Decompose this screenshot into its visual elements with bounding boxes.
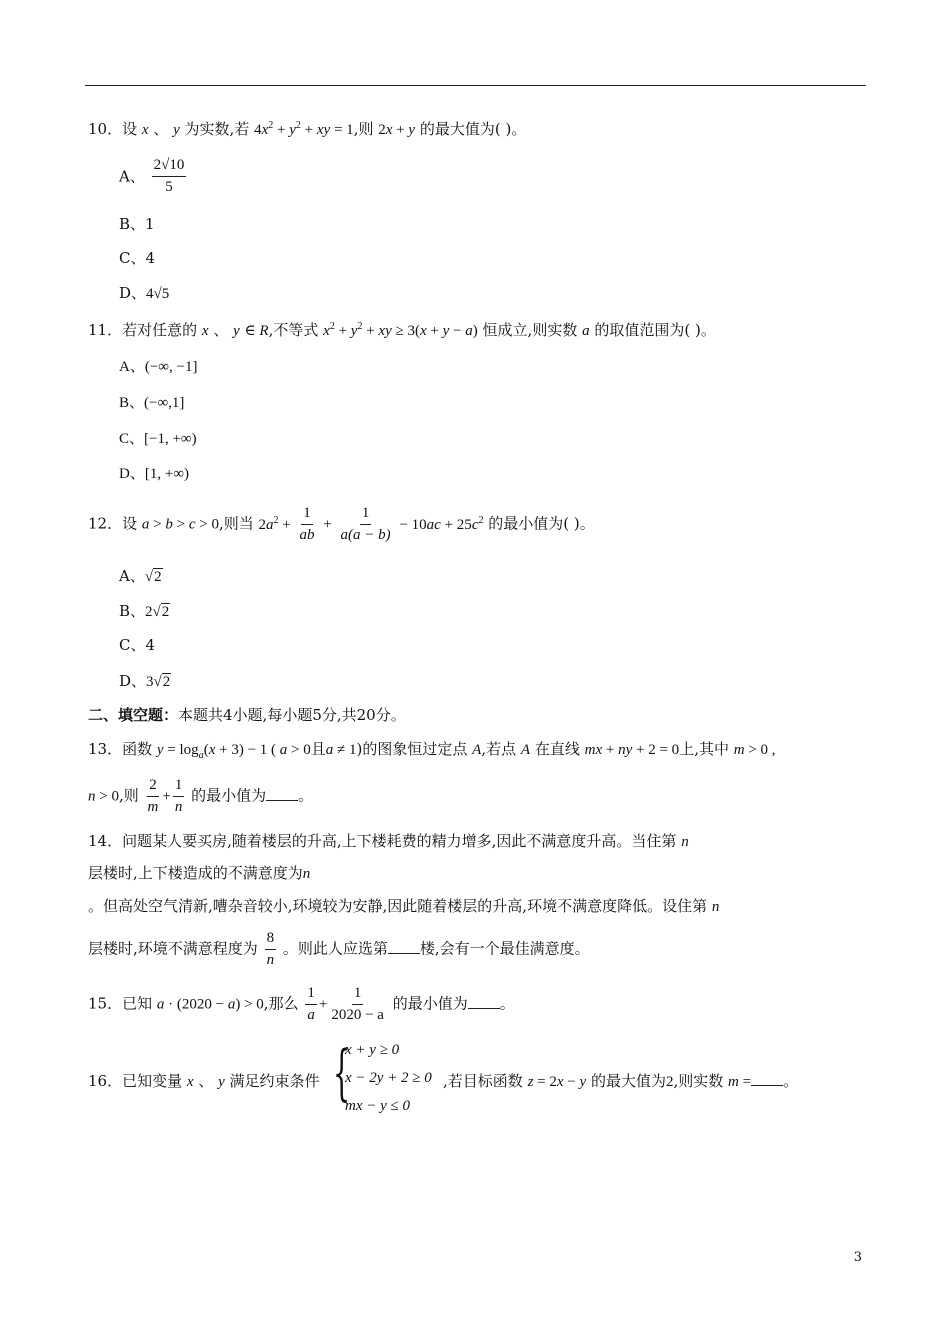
q16-stem: 16．已知变量 x 、 y 满足约束条件 bbox=[88, 1072, 320, 1090]
q13-answer-blank bbox=[266, 786, 298, 801]
q13-stem: 13．函数 $y = \log_a(x + 3) - 1$ ( a > 0且a ≠ 1)的图象恒过定点 A,若点 A 在直线 mx + ny + 2 = 0上,其中 m > 0 , bbox=[88, 740, 776, 761]
page-number: 3 bbox=[853, 1250, 862, 1265]
brace-icon: { bbox=[333, 1038, 351, 1108]
q10-option-c: C、4 bbox=[119, 249, 156, 267]
q12-option-a: A、√2 bbox=[119, 567, 162, 585]
q15-answer-blank bbox=[468, 994, 500, 1009]
q14-line3: 。但高处空气清新,嘈杂音较小,环境较为安静,因此随着楼层的升高,环境不满意度降低。设住第 n bbox=[88, 897, 720, 915]
q11-stem: 11．若对任意的 x 、 y ∈ R,不等式 $x^2 + y^2$ + xy ≥ 3(x + y − a) 恒成立,则实数 a 的取值范围为( )。 bbox=[88, 321, 716, 339]
q11-option-c: C、[−1, +∞) bbox=[119, 431, 197, 447]
q11-option-b: B、(−∞,1] bbox=[119, 395, 185, 411]
q14-answer-blank bbox=[388, 939, 420, 954]
q16-stem-tail: ,若目标函数 z = 2x − y 的最大值为2,则实数 m = 。 bbox=[443, 1072, 799, 1090]
q16-answer-blank bbox=[751, 1071, 783, 1086]
q13-line2: n > 0,则 $\frac{2}{m}$ + $\frac{1}{n}$ 的最小值为 。 bbox=[88, 777, 314, 815]
q11-option-a: A、(−∞, −1] bbox=[119, 359, 198, 375]
q12-stem: 12．设 a > b > c > 0,则当 $2a^2$ + $\frac{1}{ab}$ + $\frac{1}{a(a - b)}$ − $10ac + 25c^2$ 的最小值为( )。 bbox=[88, 505, 595, 543]
q12-option-d: D、3√2 bbox=[119, 672, 171, 690]
q12-option-c: C、4 bbox=[119, 636, 156, 654]
q10-option-a: A、 $\frac{2√10}{5}$ bbox=[119, 157, 185, 195]
q10-option-b: B、1 bbox=[119, 215, 155, 233]
header-rule bbox=[85, 85, 866, 86]
q10-stem: 10．设 x 、 y 为实数,若 $4x^2 + y^2$ + xy = 1,则 2x + y 的最大值为( )。 bbox=[88, 120, 527, 138]
q14-line4: 层楼时,环境不满意程度为 $\frac{8}{n}$ 。则此人应选第 楼,会有一个最佳满意度。 bbox=[88, 930, 590, 968]
q14-line1: 14．问题某人要买房,随着楼层的升高,上下楼耗费的精力增多,因此不满意度升高。当住第 n bbox=[88, 832, 689, 850]
q12-option-b: B、2√2 bbox=[119, 602, 170, 620]
q10-option-d: D、4√5 bbox=[119, 284, 170, 302]
q14-line2: 层楼时,上下楼造成的不满意度为n bbox=[88, 864, 311, 882]
q11-option-d: D、[1, +∞) bbox=[119, 466, 189, 482]
section-heading: 二、填空题：本题共4小题,每小题5分,共20分。 bbox=[88, 706, 406, 724]
q15-stem: 15．已知 a · (2020 − a) > 0,那么 $\frac{1}{a}$ + $\frac{1}{2020 - a}$ 的最小值为 。 bbox=[88, 985, 515, 1023]
